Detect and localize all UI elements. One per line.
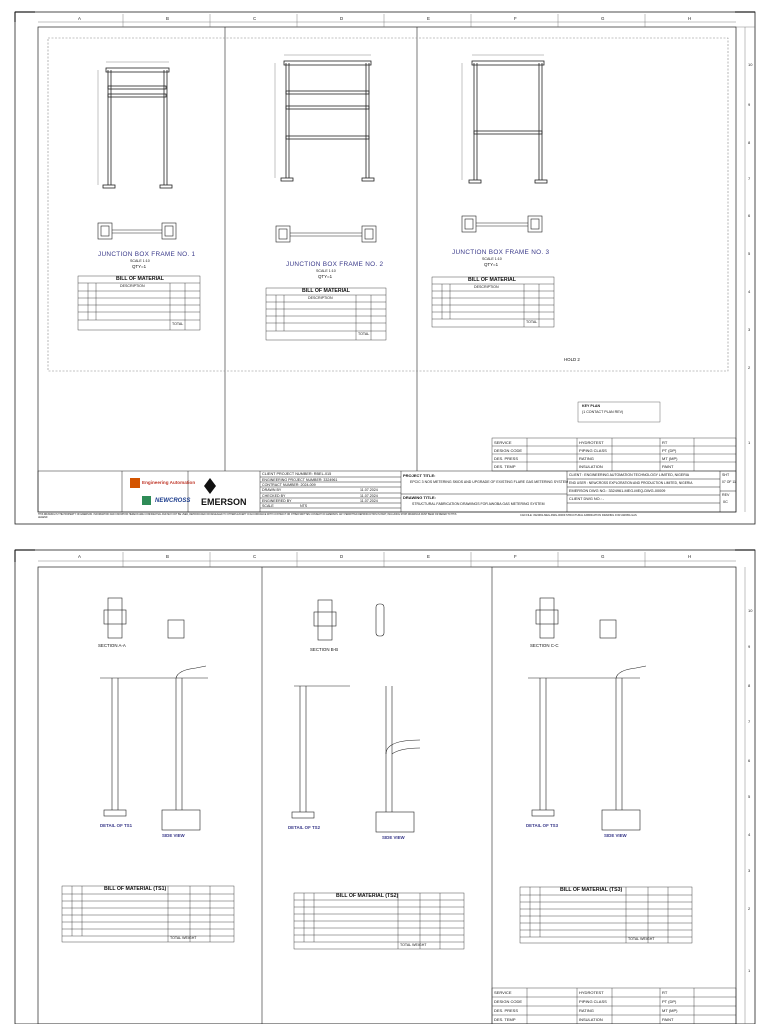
view-scale-frame-1: SCALE 1:10	[130, 259, 150, 263]
view-qty-frame-1: QTY=1	[132, 264, 147, 269]
grid-letter-e: E	[427, 16, 430, 21]
bom-total-1: TOTAL	[172, 322, 184, 326]
detail-label-ts2: DETAIL OF TS2	[288, 825, 321, 830]
grid-letter-a-2: A	[78, 554, 81, 559]
grid-number-4-2: 4	[748, 832, 751, 837]
mt-label: MT (MP)	[662, 456, 678, 461]
client-project-number: CLIENT PROJECT NUMBER: RBEL-015	[262, 472, 332, 476]
grid-number-1: 1	[748, 440, 751, 445]
bom-title-ts1: BILL OF MATERIAL (TS1)	[104, 886, 167, 892]
scale-value: NTS	[300, 504, 308, 508]
detail-label-ts3: DETAIL OF TS3	[526, 823, 559, 828]
bom-total-ts2: TOTAL WEIGHT	[400, 943, 427, 947]
bom-header-description-2: DESCRIPTION	[308, 296, 333, 300]
insulation-label-2: INSULATION	[579, 1017, 603, 1022]
grid-number-10-2: 10	[748, 608, 753, 613]
emerson-dwg-line: EMERSON DWG NO.: 3324961-MEG-MEQ-DWG-00009	[569, 489, 666, 493]
engineered-by-label: ENGINEERED BY	[262, 499, 292, 503]
grid-number-6-2: 6	[748, 758, 751, 763]
drawing-title: STRUCTURAL FABRICATION DRAWINGS FOR AWOBA GAS METERING SYSTEM	[412, 502, 545, 506]
view-scale-frame-2: SCALE 1:10	[316, 269, 336, 273]
view-caption-frame-1: JUNCTION BOX FRAME NO. 1	[98, 251, 196, 258]
drawing-title-label: DRAWING TITLE:	[403, 495, 436, 500]
client-line: CLIENT : ENGINEERING AUTOMATION TECHNOLOGY LIMITED, NIGERIA	[569, 473, 690, 477]
grid-number-10: 10	[748, 62, 753, 67]
grid-number-2-2: 2	[748, 906, 751, 911]
grid-number-7: 7	[748, 176, 751, 181]
bom-total-3: TOTAL	[526, 320, 538, 324]
service-label: SERVICE	[494, 440, 512, 445]
insulation-label: INSULATION	[579, 464, 603, 469]
des-temp-label: DES. TEMP	[494, 464, 516, 469]
piping-class-label-2: PIPING CLASS	[579, 999, 607, 1004]
sheet-label: SHT	[722, 473, 730, 477]
grid-letter-d: D	[340, 16, 344, 21]
pt-label-2: PT (DP)	[662, 999, 677, 1004]
grid-number-9: 9	[748, 102, 751, 107]
paint-label: PAINT	[662, 464, 674, 469]
grid-letter-c: C	[253, 16, 257, 21]
grid-number-3: 3	[748, 327, 751, 332]
rating-label: RATING	[579, 456, 594, 461]
des-press-label: DES. PRESS	[494, 456, 519, 461]
grid-number-6: 6	[748, 213, 751, 218]
grid-number-2: 2	[748, 365, 751, 370]
scale-label: SCALE	[262, 504, 274, 508]
grid-letter-e-2: E	[427, 554, 430, 559]
bom-total-ts1: TOTAL WEIGHT	[170, 936, 197, 940]
side-view-label-2: SIDE VIEW	[382, 835, 405, 840]
end-user-line: END USER : NEWCROSS EXPLORATION AND PRODUCTION LIMITED, NIGERIA	[569, 481, 693, 485]
project-title: EPCIC 3 NOS METERING SKIDS AND UPGRADE OF EXISTING FLARE GAS METERING SYSTEM	[410, 480, 569, 484]
section-label-b: SECTION B-B	[310, 647, 339, 652]
grid-number-4: 4	[748, 289, 751, 294]
grid-number-8: 8	[748, 140, 751, 145]
engineering-automation-logo: Engineering Automation	[142, 480, 196, 485]
grid-letter-g: G	[601, 16, 605, 21]
grid-letter-f: F	[514, 16, 517, 21]
detail-label-ts1: DETAIL OF TS1	[100, 823, 133, 828]
grid-letter-d-2: D	[340, 554, 344, 559]
grid-number-1-2: 1	[748, 968, 751, 973]
sheet-2-linework	[0, 548, 768, 1024]
side-view-label-3: SIDE VIEW	[604, 833, 627, 838]
des-temp-label-2: DES. TEMP	[494, 1017, 516, 1022]
bom-title-frame-3: BILL OF MATERIAL	[468, 277, 516, 283]
grid-letter-b: B	[166, 16, 169, 21]
view-caption-frame-3: JUNCTION BOX FRAME NO. 3	[452, 249, 550, 256]
grid-letter-c-2: C	[253, 554, 257, 559]
grid-number-5-2: 5	[748, 794, 751, 799]
grid-letter-a: A	[78, 16, 81, 21]
contract-number: CONTRACT NUMBER: 2024-009	[262, 483, 316, 487]
grid-letter-b-2: B	[166, 554, 169, 559]
bom-title-frame-2: BILL OF MATERIAL	[302, 288, 350, 294]
pt-label: PT (DP)	[662, 448, 677, 453]
design-code-label: DESIGN CODE	[494, 448, 523, 453]
bom-header-description-3: DESCRIPTION	[474, 285, 499, 289]
checked-by-label: CHECKED BY	[262, 494, 286, 498]
grid-number-3-2: 3	[748, 868, 751, 873]
service-label-2: SERVICE	[494, 990, 512, 995]
bom-title-ts2: BILL OF MATERIAL (TS2)	[336, 893, 399, 899]
bom-total-ts3: TOTAL WEIGHT	[628, 937, 655, 941]
view-qty-frame-3: QTY=1	[484, 262, 499, 267]
bom-title-ts3: BILL OF MATERIAL (TS3)	[560, 887, 623, 893]
key-plan-label: KEY PLAN	[582, 404, 601, 408]
hydrotest-label: HYDROTEST	[579, 440, 604, 445]
section-label-a: SECTION A-A	[98, 643, 126, 648]
view-caption-frame-2: JUNCTION BOX FRAME NO. 2	[286, 261, 384, 268]
view-qty-frame-2: QTY=1	[318, 274, 333, 279]
checked-date: 11.07.2024	[360, 494, 378, 498]
hydrotest-label-2: HYDROTEST	[579, 990, 604, 995]
rt-label-2: RT	[662, 990, 668, 995]
drawing-sheet-2	[0, 548, 768, 1024]
drawn-date: 11.07.2024	[360, 488, 378, 492]
view-scale-frame-3: SCALE 1:10	[482, 257, 502, 261]
bom-total-2: TOTAL	[358, 332, 370, 336]
engineered-date: 11.07.2024	[360, 499, 378, 503]
grid-letter-g-2: G	[601, 554, 605, 559]
project-title-label: PROJECT TITLE:	[403, 473, 436, 478]
section-label-c: SECTION C-C	[530, 643, 559, 648]
emerson-logo: EMERSON	[201, 497, 247, 507]
cad-file-name: CAD FILE: 3324961-MEG-DWG-00009 STRUCTURAL FABRICATION DRAWING FOR AWOBA GAS	[520, 514, 637, 517]
grid-number-7-2: 7	[748, 719, 751, 724]
design-code-label-2: DESIGN CODE	[494, 999, 523, 1004]
sheet-value: 07 OF 11	[722, 480, 736, 484]
client-dwg-line: CLIENT DWG NO.: -	[569, 497, 604, 501]
paint-label-2: PAINT	[662, 1017, 674, 1022]
grid-number-9-2: 9	[748, 644, 751, 649]
des-press-label-2: DES. PRESS	[494, 1008, 519, 1013]
newcross-logo: NEWCROSS	[155, 498, 191, 504]
side-view-label-1: SIDE VIEW	[162, 833, 185, 838]
hold-label: HOLD 2	[564, 357, 580, 362]
grid-letter-h: H	[688, 16, 692, 21]
key-plan-sub: (1 CONTACT PLAN REV)	[582, 410, 624, 414]
rating-label-2: RATING	[579, 1008, 594, 1013]
grid-letter-f-2: F	[514, 554, 517, 559]
bom-header-description-1: DESCRIPTION	[120, 284, 145, 288]
piping-class-label: PIPING CLASS	[579, 448, 607, 453]
bom-title-frame-1: BILL OF MATERIAL	[116, 276, 164, 282]
revision-label: REV	[722, 493, 730, 497]
engineering-project-number: ENGINEERING PROJECT NUMBER: 3324961	[262, 478, 338, 482]
confidentiality-notice: THIS DRAWING IS THE PROPERTY OF EMERSON. INFORMATION AND KNOWHOW HEREON ARE CONFIDENTIAL AND MAY NOT BE USED, REPRODUCED OR REVEALED TO OTHERS EXCEPT IN ACCORDANCE WITH CONTRACT OR OTHER WRITTEN CONSENT OF EMERSON. ANY PERMITTED REPRODUCTION IN PART, INCLUDING SHOP DRAWINGS MUST BEAR OR REFER TO THIS LEGEND	[38, 514, 457, 519]
drawn-by-label: DRAWN BY	[262, 488, 282, 492]
mt-label-2: MT (MP)	[662, 1008, 678, 1013]
grid-number-5: 5	[748, 251, 751, 256]
grid-letter-h-2: H	[688, 554, 692, 559]
revision-value: 0C	[723, 500, 728, 504]
rt-label: RT	[662, 440, 668, 445]
grid-number-8-2: 8	[748, 683, 751, 688]
